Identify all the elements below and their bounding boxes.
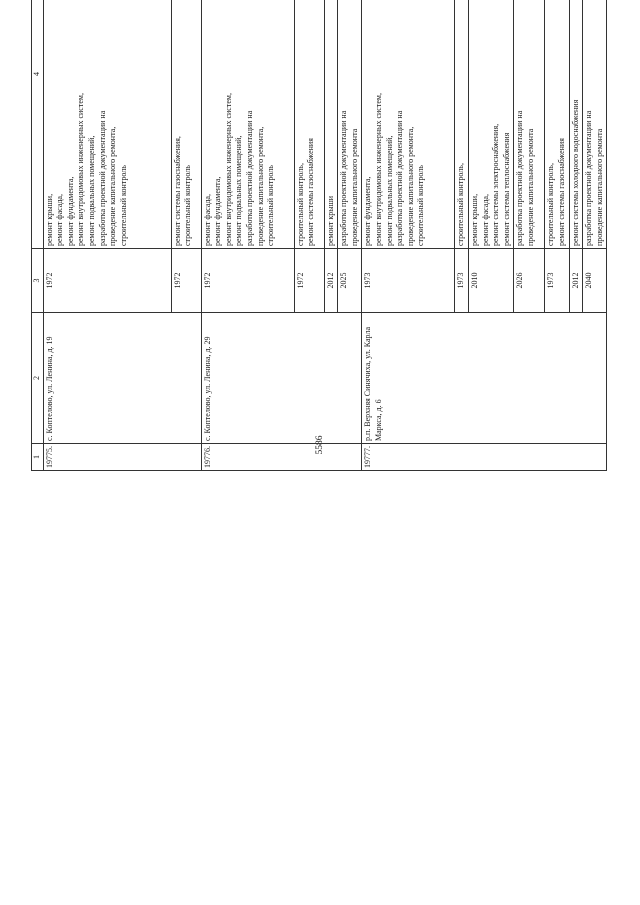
year-cell: 2026 bbox=[514, 249, 545, 313]
work-item: строительный контроль bbox=[183, 165, 193, 246]
table-row bbox=[362, 0, 455, 471]
year-cell: 1972 bbox=[294, 249, 324, 313]
rotated-table-container bbox=[31, 0, 604, 471]
work-item: строительный контроль, bbox=[295, 163, 305, 246]
year-cell: 2010 bbox=[468, 249, 513, 313]
work-item: ремонт фасада, bbox=[202, 194, 212, 246]
work-item: ремонт подвальных помещений, bbox=[384, 135, 394, 246]
work-item: проведение капитального ремонта bbox=[525, 128, 535, 246]
year-cell: 1973 bbox=[545, 249, 569, 313]
works-cell bbox=[43, 0, 171, 249]
address-cell: р.п. Верхняя Синячиха, ул. Карла Маркса, д. 6 bbox=[362, 313, 607, 444]
work-item: ремонт системы теплоснабжения bbox=[501, 132, 511, 246]
work-item: ремонт внутридомовых инженерных систем, bbox=[76, 93, 86, 246]
work-item: ремонт фасада, bbox=[480, 194, 490, 246]
year-cell: 1973 bbox=[455, 249, 469, 313]
work-item: ремонт фундамента, bbox=[65, 176, 75, 246]
works-cell bbox=[171, 0, 201, 249]
work-item: проведение капитального ремонта, bbox=[255, 126, 265, 246]
work-item: проведение капитального ремонта bbox=[349, 128, 359, 246]
work-item: ремонт системы газоснабжения bbox=[556, 138, 566, 246]
works-cell bbox=[545, 0, 569, 249]
work-item: разработка проектной документации на bbox=[584, 110, 594, 246]
work-item: строительный контроль, bbox=[546, 163, 556, 246]
work-item: разработка проектной документации на bbox=[97, 110, 107, 246]
work-item: разработка проектной документации на bbox=[339, 110, 349, 246]
work-item: ремонт крыши, bbox=[469, 193, 479, 246]
work-item: проведение капитального ремонта, bbox=[108, 126, 118, 246]
work-item: проведение капитального ремонта bbox=[594, 128, 604, 246]
work-item: ремонт крыши, bbox=[44, 193, 54, 246]
capital-repair-table bbox=[31, 0, 607, 471]
work-item: ремонт подвальных помещений, bbox=[234, 135, 244, 246]
column-header: 2 bbox=[32, 313, 44, 444]
work-item: проведение капитального ремонта, bbox=[405, 126, 415, 246]
year-cell: 1973 bbox=[362, 249, 455, 313]
work-item: ремонт внутридомовых инженерных систем, bbox=[223, 93, 233, 246]
work-item: ремонт внутридомовых инженерных систем, bbox=[373, 93, 383, 246]
work-item: разработка проектной документации на bbox=[395, 110, 405, 246]
work-item: ремонт фундамента, bbox=[363, 176, 373, 246]
works-cell bbox=[294, 0, 324, 249]
year-cell: 2012 bbox=[569, 249, 583, 313]
works-cell bbox=[455, 0, 469, 249]
year-cell: 1972 bbox=[171, 249, 201, 313]
column-header: 4 bbox=[32, 0, 44, 249]
works-cell bbox=[514, 0, 545, 249]
table-row bbox=[43, 0, 171, 471]
row-number: 19777. bbox=[362, 444, 607, 471]
page-number: 5586 bbox=[315, 435, 325, 455]
work-item: строительный контроль, bbox=[456, 163, 466, 246]
work-item: строительный контроль bbox=[416, 165, 426, 246]
work-item: ремонт системы газоснабжения, bbox=[172, 136, 182, 246]
work-item: ремонт подвальных помещений, bbox=[86, 135, 96, 246]
address-cell: с. Коптелово, ул. Ленина, д. 29 bbox=[201, 313, 362, 444]
year-cell: 2025 bbox=[338, 249, 362, 313]
table-row bbox=[201, 0, 294, 471]
works-cell bbox=[362, 0, 455, 249]
work-item: ремонт системы газоснабжения bbox=[306, 138, 316, 246]
work-item: ремонт фундамента, bbox=[213, 176, 223, 246]
address-cell: с. Коптелово, ул. Ленина, д. 19 bbox=[43, 313, 201, 444]
work-item: ремонт фасада, bbox=[55, 194, 65, 246]
works-cell bbox=[201, 0, 294, 249]
work-item: разработка проектной документации на bbox=[515, 110, 525, 246]
work-item: строительный контроль bbox=[118, 165, 128, 246]
work-item: ремонт крыши bbox=[325, 195, 335, 246]
works-cell bbox=[569, 0, 583, 249]
work-item: ремонт системы электроснабжения, bbox=[491, 123, 501, 246]
year-cell: 1972 bbox=[43, 249, 171, 313]
work-item: ремонт системы холодного водоснабжения bbox=[570, 99, 580, 246]
column-header: 3 bbox=[32, 249, 44, 313]
works-cell bbox=[583, 0, 607, 249]
works-cell bbox=[338, 0, 362, 249]
works-cell bbox=[468, 0, 513, 249]
row-number: 19776. bbox=[201, 444, 362, 471]
year-cell: 1972 bbox=[201, 249, 294, 313]
year-cell: 2012 bbox=[324, 249, 338, 313]
column-header: 1 bbox=[32, 444, 44, 471]
row-number: 19775. bbox=[43, 444, 201, 471]
column-number-row bbox=[32, 0, 44, 471]
year-cell: 2040 bbox=[583, 249, 607, 313]
work-item: строительный контроль bbox=[266, 165, 276, 246]
work-item: разработка проектной документации на bbox=[244, 110, 254, 246]
works-cell bbox=[324, 0, 338, 249]
